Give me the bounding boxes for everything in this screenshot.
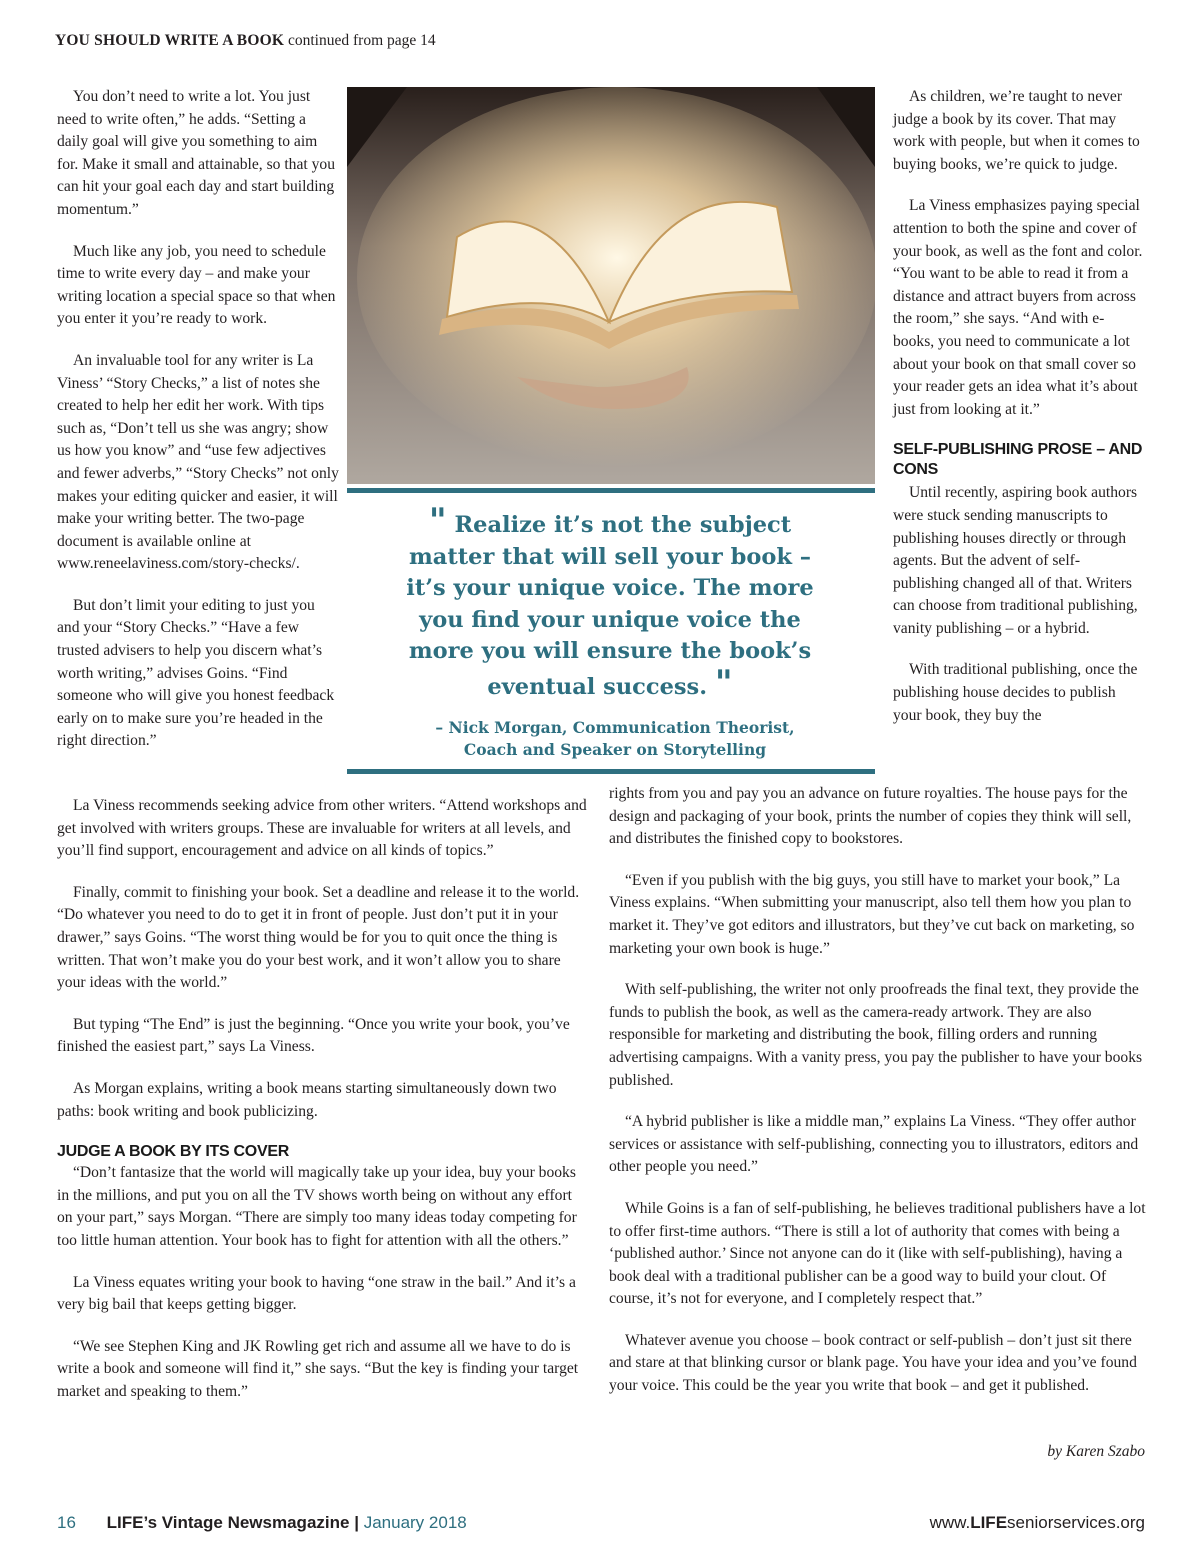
paragraph: “We see Stephen King and JK Rowling get rich and assume all we have to do is write a book and someone will find it,” she says. “But the key is finding your target market and speaking to them.” [57, 1337, 579, 1400]
paragraph: rights from you and pay you an advance on future royalties. The house pays for the design and packaging of your book, prints the number of copies they think will sell, and distributes the finished copy to bookstores. [609, 785, 1132, 848]
open-book-illustration [347, 87, 875, 484]
column-right-top [893, 86, 1145, 746]
paragraph: “A hybrid publisher is like a middle man,” explains La Viness. “They offer author services or assistance with self-publishing, connecting you to illustrators, editors and other people you need.” [609, 1113, 1139, 1176]
paragraph: “Don’t fantasize that the world will magically take up your idea, buy your books in the millions, and put you on all the TV shows worth being on without any effort on your part,” says Morgan. “There are simply too many ideas today competing for too little human attention. Your book has to fight for attention with all the others.” [57, 1164, 577, 1249]
paragraph: With self-publishing, the writer not only proofreads the final text, they provide the funds to publish the book, as well as the camera-ready artwork. They are also responsible for marketing and distributing the book, filling orders and running advertising campaigns. With a vanity press, you pay the publisher to have your books published. [609, 981, 1143, 1089]
paragraph: La Viness emphasizes paying special attention to both the spine and cover of your book, as well as the font and color. “You want to be able to read it from a distance and attract buyers from across the room,” she says. “And with e-books, you need to communicate a lot about your book on that small cover so your reader gets an idea what it’s about just from looking at it.” [893, 197, 1143, 418]
pullquote-attribution [395, 717, 835, 761]
paragraph: Much like any job, you need to schedule time to write every day – and make your writing location a special space so that when you enter it you’re ready to work. [57, 242, 336, 328]
paragraph: La Viness recommends seeking advice from other writers. “Attend workshops and get involved with writers groups. These are invaluable for writers at all levels, and you’ll find support, encouragement and advice on all kinds of topics.” [57, 797, 587, 860]
running-header [55, 32, 436, 50]
column-left-top [57, 86, 339, 772]
paragraph: As children, we’re taught to never judge a book by its cover. That may work with people, but when it comes to buying books, we’re quick to judge. [893, 88, 1140, 173]
paragraph: Until recently, aspiring book authors were stuck sending manuscripts to publishing houses directly or through agents. But the advent of self-publishing changed all of that. Writers can choose from traditional publishing, vanity publishing – or a hybrid. [893, 484, 1138, 637]
url-suffix: seniorservices.org [1007, 1513, 1145, 1532]
section-heading: JUDGE A BOOK BY ITS COVER [57, 1143, 289, 1161]
paragraph: “Even if you publish with the big guys, you still have to market your book,” La Viness explains. “When submitting your manuscript, also tell them how you plan to market it. They’ve got editors and illustrators, but they’ve cut back on marketing, so marketing your own book is huge.” [609, 871, 1135, 957]
paragraph: You don’t need to write a lot. You just need to write often,” he adds. “Setting a daily goal will give you something to aim for. Make it small and attainable, so that you can hit your goal each day and start building momentum.” [57, 88, 336, 218]
attribution-line-1: – Nick Morgan, Communication Theorist, [435, 718, 795, 737]
paragraph: Whatever avenue you choose – book contract or self-publish – don’t just sit there and stare at that blinking cursor or blank page. You have your idea and you’ve found your voice. This could be the year you write that book – and get it published. [609, 1331, 1137, 1395]
byline: by Karen Szabo [1047, 1443, 1145, 1460]
paragraph: But typing “The End” is just the beginning. “Once you write your book, you’ve finished the easiest part,” says La Viness. [57, 1015, 570, 1056]
open-quote-mark-icon: " [428, 501, 447, 541]
pullquote-text: Realize it’s not the subject matter that will sell your book – it’s your unique voice. The more you find your unique voice the more you will ensure the book’s eventual success. [406, 512, 814, 700]
paragraph: As Morgan explains, writing a book means starting simultaneously down two paths: book writing and book publicizing. [57, 1079, 557, 1120]
issue-date: January 2018 [363, 1513, 467, 1532]
paragraph: La Viness equates writing your book to having “one straw in the bail.” And it’s a very big bail that keeps getting bigger. [57, 1273, 576, 1314]
header-continued: continued from page 14 [288, 32, 436, 49]
footer-left [57, 1513, 467, 1533]
page-number: 16 [57, 1513, 76, 1532]
url-prefix: www. [929, 1513, 971, 1532]
magazine-name: LIFE’s Vintage Newsmagazine [106, 1513, 350, 1532]
close-quote-mark-icon: " [714, 662, 733, 703]
open-book-photo [347, 87, 875, 484]
paragraph: While Goins is a fan of self-publishing, he believes traditional publishers have a lot to offer first-time authors. “There is still a lot of authority that comes with being a ‘published author.’ Since not anyone can do it (like with self-publishing), having a book deal with a traditional publisher can be a good way to build your clout. Of course, it’s not for everyone, and I completely respect that.” [609, 1199, 1146, 1308]
paragraph: An invaluable tool for any writer is La Viness’ “Story Checks,” a list of notes she created to help her edit her work. With tips such as, “Don’t tell us she was angry; show us how you know” and “use few adjectives and fewer adverbs,” “Story Checks” not only makes your editing quicker and easier, it will make your writing better. The two-page document is available online at www.reneelaviness.com/story-checks/. [57, 351, 339, 573]
attribution-line-2: Coach and Speaker on Storytelling [463, 740, 767, 759]
pullquote-top-rule [347, 488, 875, 493]
footer-website-link[interactable] [930, 1513, 1145, 1533]
header-title: YOU SHOULD WRITE A BOOK [55, 32, 285, 49]
pullquote-bottom-rule [347, 769, 875, 774]
paragraph: Finally, commit to finishing your book. Set a deadline and release it to the world. “Do whatever you need to do to get it in front of people. Just don’t put it in your drawer,” says Goins. “The worst thing would be for you to quit once the thing is written. That won’t make you do your best work, and it won’t allow you to share your ideas with the world.” [57, 883, 580, 992]
column-right-bottom [609, 783, 1149, 1417]
footer-separator: | [354, 1513, 359, 1532]
section-heading: SELF-PUBLISHING PROSE – AND CONS [893, 441, 1143, 479]
paragraph: But don’t limit your editing to just you and your “Story Checks.” “Have a few trusted advisers to help you discern what’s worth writing,” advises Goins. “Find someone who will give you honest feedback early on to make sure you’re headed in the right direction.” [57, 596, 335, 750]
pullquote [390, 501, 830, 703]
paragraph: With traditional publishing, once the publishing house decides to publish your book, they buy the [893, 661, 1138, 724]
column-left-bottom [57, 795, 591, 1422]
url-brand: LIFE [970, 1513, 1008, 1532]
